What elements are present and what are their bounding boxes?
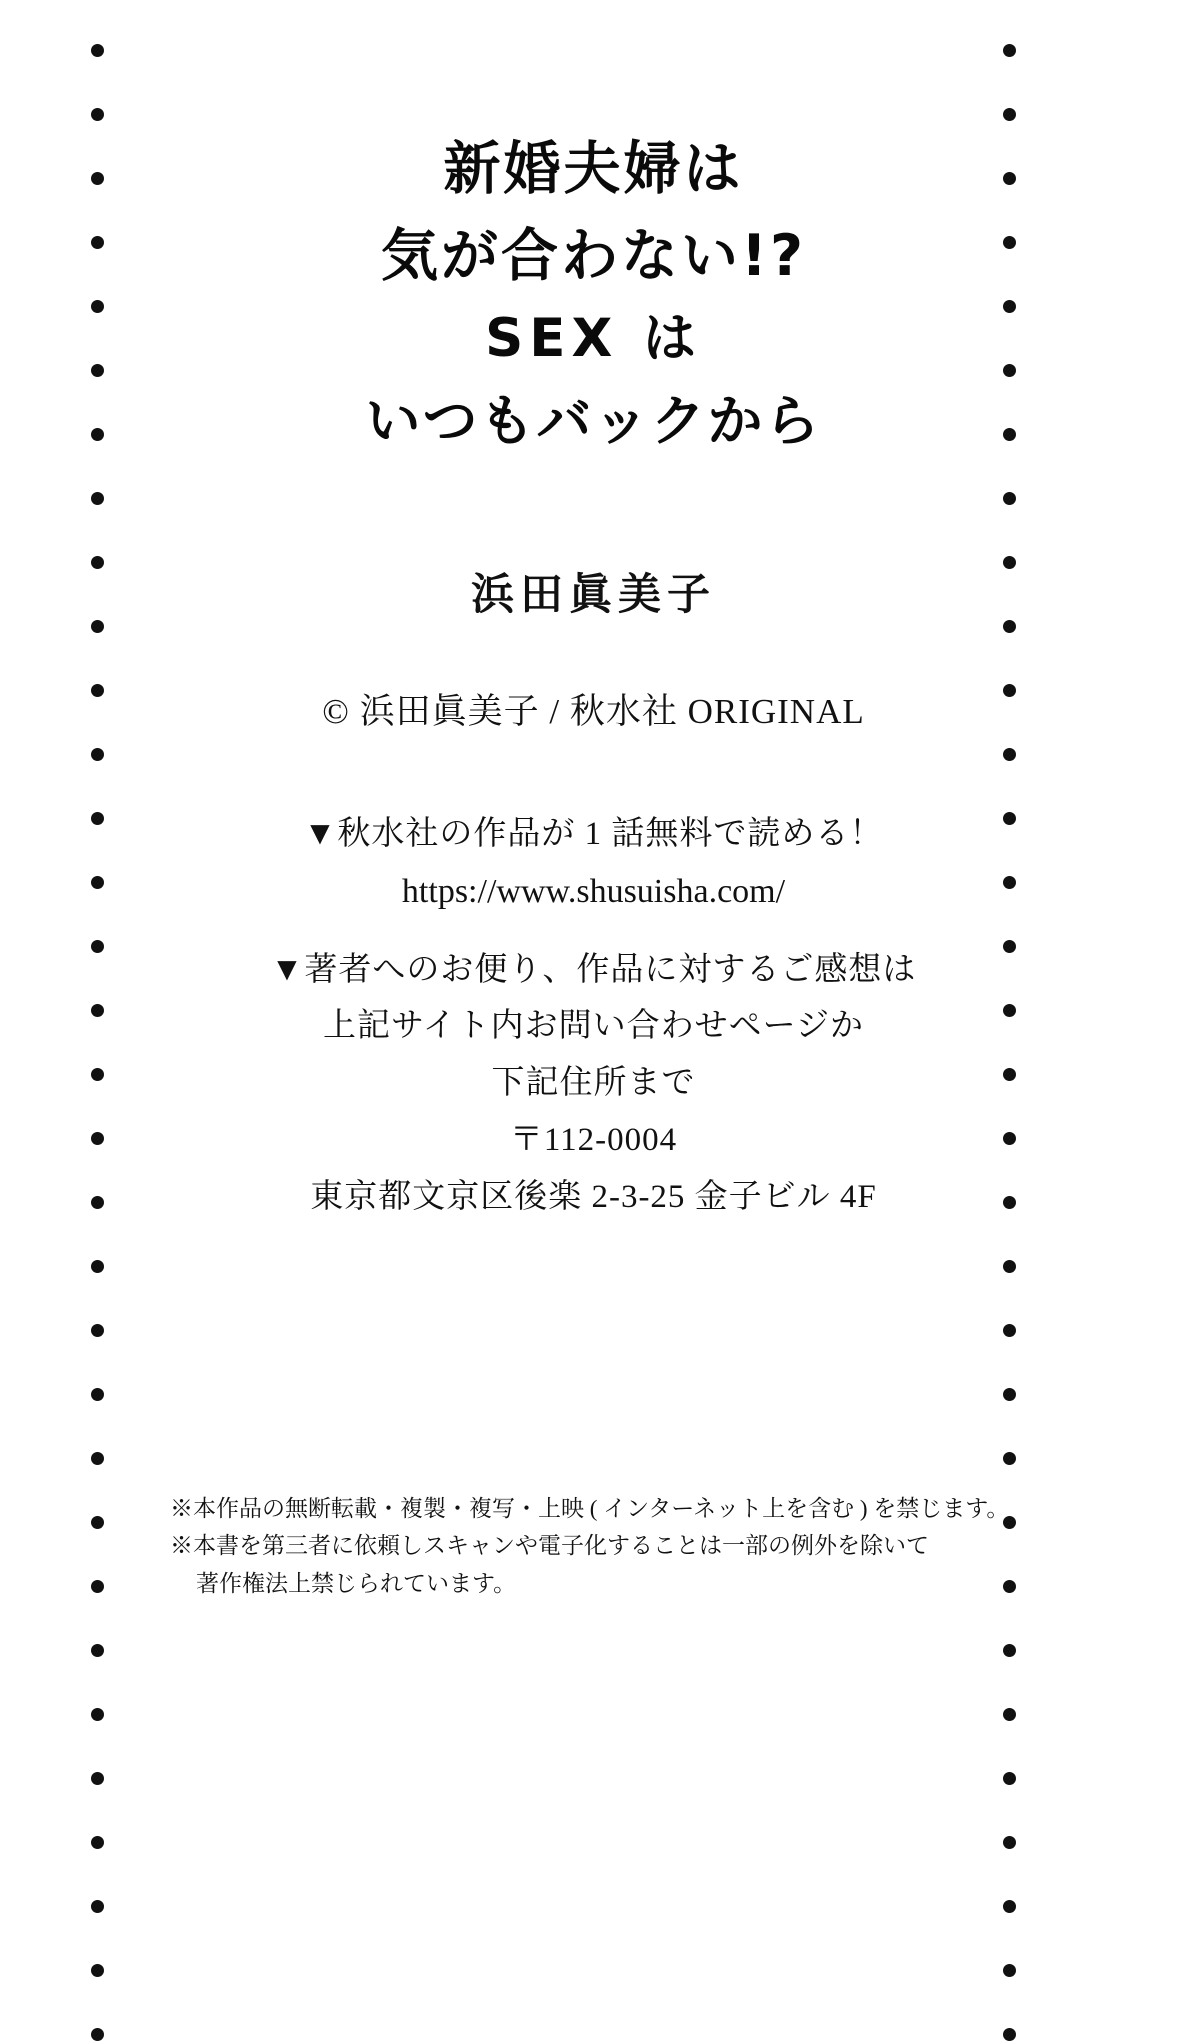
decorative-dot bbox=[91, 684, 104, 697]
decorative-dot bbox=[91, 428, 104, 441]
title-line-1: 新婚夫婦は bbox=[443, 136, 744, 202]
decorative-dot bbox=[91, 492, 104, 505]
decorative-dot bbox=[91, 812, 104, 825]
left-dot-rail bbox=[88, 0, 106, 1687]
decorative-dot bbox=[91, 2028, 104, 2041]
copyright-notice: © 浜田眞美子 / 秋水社 ORIGINAL bbox=[322, 692, 865, 732]
decorative-dot bbox=[91, 1452, 104, 1465]
decorative-dot bbox=[91, 556, 104, 569]
decorative-dot bbox=[91, 876, 104, 889]
decorative-dot bbox=[91, 940, 104, 953]
decorative-dot bbox=[91, 108, 104, 121]
decorative-dot bbox=[1003, 1452, 1016, 1465]
decorative-dot bbox=[1003, 1324, 1016, 1337]
decorative-dot bbox=[91, 1388, 104, 1401]
decorative-dot bbox=[1003, 1644, 1016, 1657]
decorative-dot bbox=[91, 44, 104, 57]
decorative-dot bbox=[91, 1260, 104, 1273]
decorative-dot bbox=[1003, 1772, 1016, 1785]
decorative-dot bbox=[1003, 1708, 1016, 1721]
decorative-dot bbox=[91, 1964, 104, 1977]
legal-notice-line-2: ※本書を第三者に依頼しスキャンや電子化することは一部の例外を除いて bbox=[170, 1533, 929, 1559]
decorative-dot bbox=[1003, 2028, 1016, 2041]
decorative-dot bbox=[1003, 1900, 1016, 1913]
decorative-dot bbox=[91, 620, 104, 633]
decorative-dot bbox=[1003, 1260, 1016, 1273]
decorative-dot bbox=[91, 748, 104, 761]
legal-notice-line-1: ※本作品の無断転載・複製・複写・上映 ( インターネット上を含む ) を禁じます。 bbox=[170, 1496, 1010, 1521]
decorative-dot bbox=[91, 364, 104, 377]
postal-code: 〒112-0004 bbox=[509, 1121, 678, 1158]
author-name: 浜田眞美子 bbox=[471, 570, 716, 621]
decorative-dot bbox=[91, 1644, 104, 1657]
decorative-dot bbox=[91, 172, 104, 185]
title-line-3: SEX は bbox=[485, 308, 702, 370]
decorative-dot bbox=[91, 1004, 104, 1017]
decorative-dot bbox=[91, 1836, 104, 1849]
decorative-dot bbox=[91, 236, 104, 249]
contact-line-1: ▼著者へのお便り、作品に対するご感想は bbox=[270, 951, 917, 988]
promo-block bbox=[130, 806, 1057, 921]
decorative-dot bbox=[91, 1132, 104, 1145]
decorative-dot bbox=[1003, 1388, 1016, 1401]
decorative-dot bbox=[1003, 1836, 1016, 1849]
decorative-dot bbox=[91, 1068, 104, 1081]
decorative-dot bbox=[91, 1708, 104, 1721]
colophon-content bbox=[130, 0, 1057, 1225]
decorative-dot bbox=[91, 1772, 104, 1785]
decorative-dot bbox=[91, 1516, 104, 1529]
legal-notice bbox=[170, 1490, 1057, 1602]
legal-notice-line-3: 著作権法上禁じられています。 bbox=[196, 1570, 517, 1596]
title-line-4: いつもバックから bbox=[365, 388, 822, 453]
decorative-dot bbox=[91, 1900, 104, 1913]
contact-block bbox=[130, 942, 1057, 1226]
contact-line-2: 上記サイト内お問い合わせページか bbox=[322, 1008, 865, 1045]
promo-headline: ▼秋水社の作品が 1 話無料で読める！ bbox=[303, 816, 884, 853]
decorative-dot bbox=[91, 1196, 104, 1209]
publisher-url[interactable]: https://www.shusuisha.com/ bbox=[401, 873, 786, 911]
decorative-dot bbox=[91, 1580, 104, 1593]
postal-address: 東京都文京区後楽 2-3-25 金子ビル 4F bbox=[310, 1178, 877, 1215]
title-line-2: 気が合わない!? bbox=[380, 222, 807, 289]
decorative-dot bbox=[1003, 1964, 1016, 1977]
decorative-dot bbox=[91, 300, 104, 313]
decorative-dot bbox=[91, 1324, 104, 1337]
work-title bbox=[130, 126, 1057, 463]
contact-line-3: 下記住所まで bbox=[491, 1065, 696, 1102]
